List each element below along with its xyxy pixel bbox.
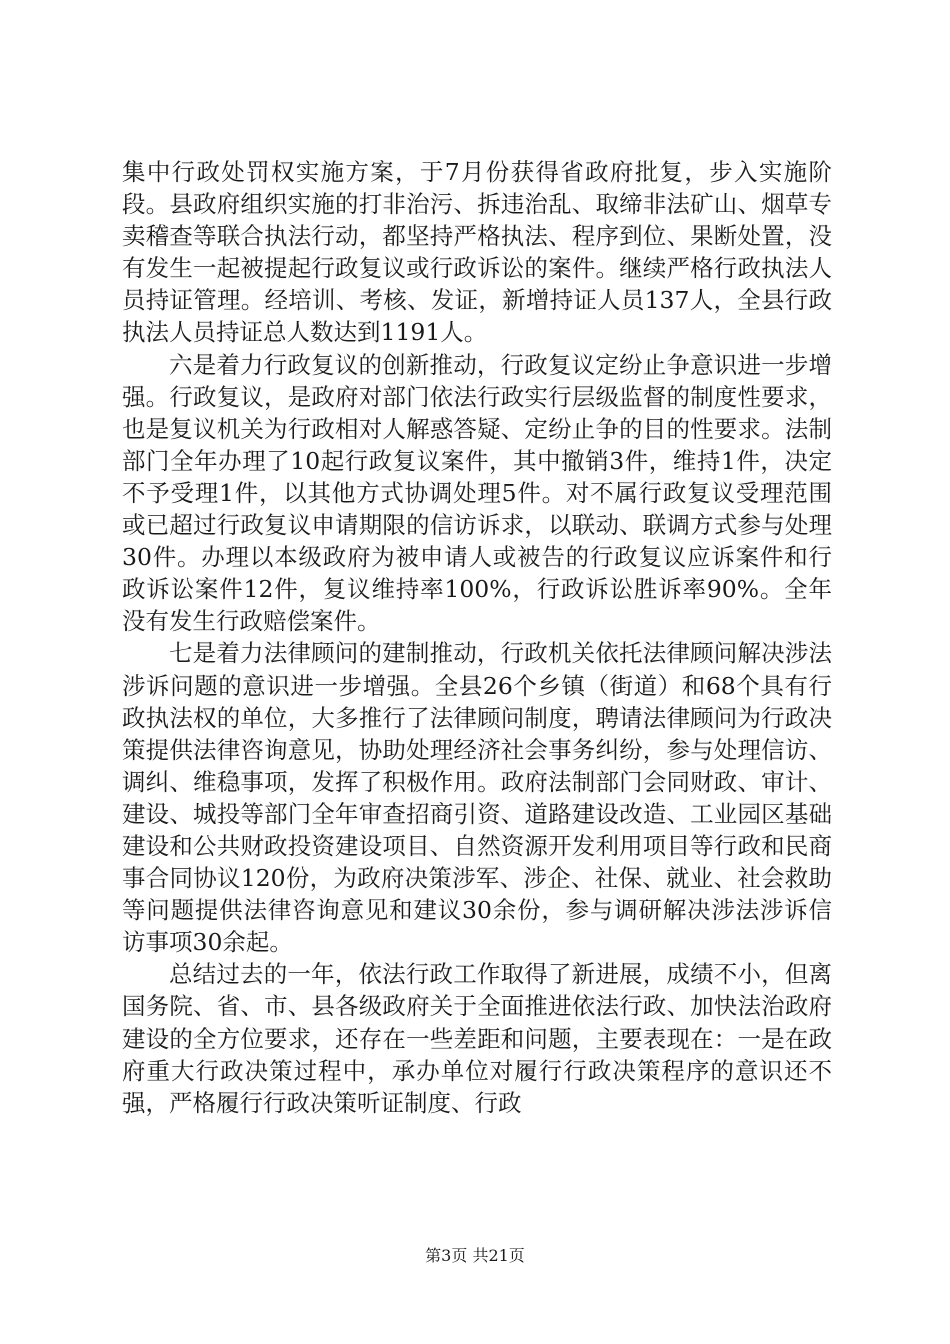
paragraph-summary: 总结过去的一年，依法行政工作取得了新进展，成绩不小，但离国务院、省、市、县各级政府关于全面推进依法行政、加快法治政府建设的全方位要求，还存在一些差距和问题，主要表现在：一是在政府重大行政决策过程中，承办单位对履行行政决策程序的意识还不强，严格履行行政决策听证制度、行政 (122, 960, 832, 1117)
paragraph-item-seven: 七是着力法律顾问的建制推动，行政机关依托法律顾问解决涉法涉诉问题的意识进一步增强。全县26个乡镇（街道）和68个具有行政执法权的单位，大多推行了法律顾问制度，聘请法律顾问为行政决策提供法律咨询意见，协助处理经济社会事务纠纷，参与处理信访、调纠、维稳事项，发挥了积极作用。政府法制部门会同财政、审计、建设、城投等部门全年审查招商引资、道路建设改造、工业园区基础建设和公共财政投资建设项目、自然资源开发利用项目等行政和民商事合同协议120份，为政府决策涉军、涉企、社保、就业、社会救助等问题提供法律咨询意见和建议30余份，参与调研解决涉法涉诉信访事项30余起。 (122, 639, 832, 957)
paragraph-item-six: 六是着力行政复议的创新推动，行政复议定纷止争意识进一步增强。行政复议，是政府对部门依法行政实行层级监督的制度性要求，也是复议机关为行政相对人解惑答疑、定纷止争的目的性要求。法制部门全年办理了10起行政复议案件，其中撤销3件，维持1件，决定不予受理1件，以其他方式协调处理5件。对不属行政复议受理范围或已超过行政复议申请期限的信访诉求，以联动、联调方式参与处理30件。办理以本级政府为被申请人或被告的行政复议应诉案件和行政诉讼案件12件，复议维持率100%，行政诉讼胜诉率90%。全年没有发生行政赔偿案件。 (122, 350, 832, 636)
page-footer: 第3页 共21页 (425, 1246, 525, 1265)
paragraph-continuation: 集中行政处罚权实施方案，于7月份获得省政府批复，步入实施阶段。县政府组织实施的打非治污、拆违治乱、取缔非法矿山、烟草专卖稽查等联合执法行动，都坚持严格执法、程序到位、果断处置，没有发生一起被提起行政复议或行政诉讼的案件。继续严格行政执法人员持证管理。经培训、考核、发证，新增持证人员137人，全县行政执法人员持证总人数达到1191人。 (122, 158, 832, 347)
document-body (122, 156, 832, 1119)
